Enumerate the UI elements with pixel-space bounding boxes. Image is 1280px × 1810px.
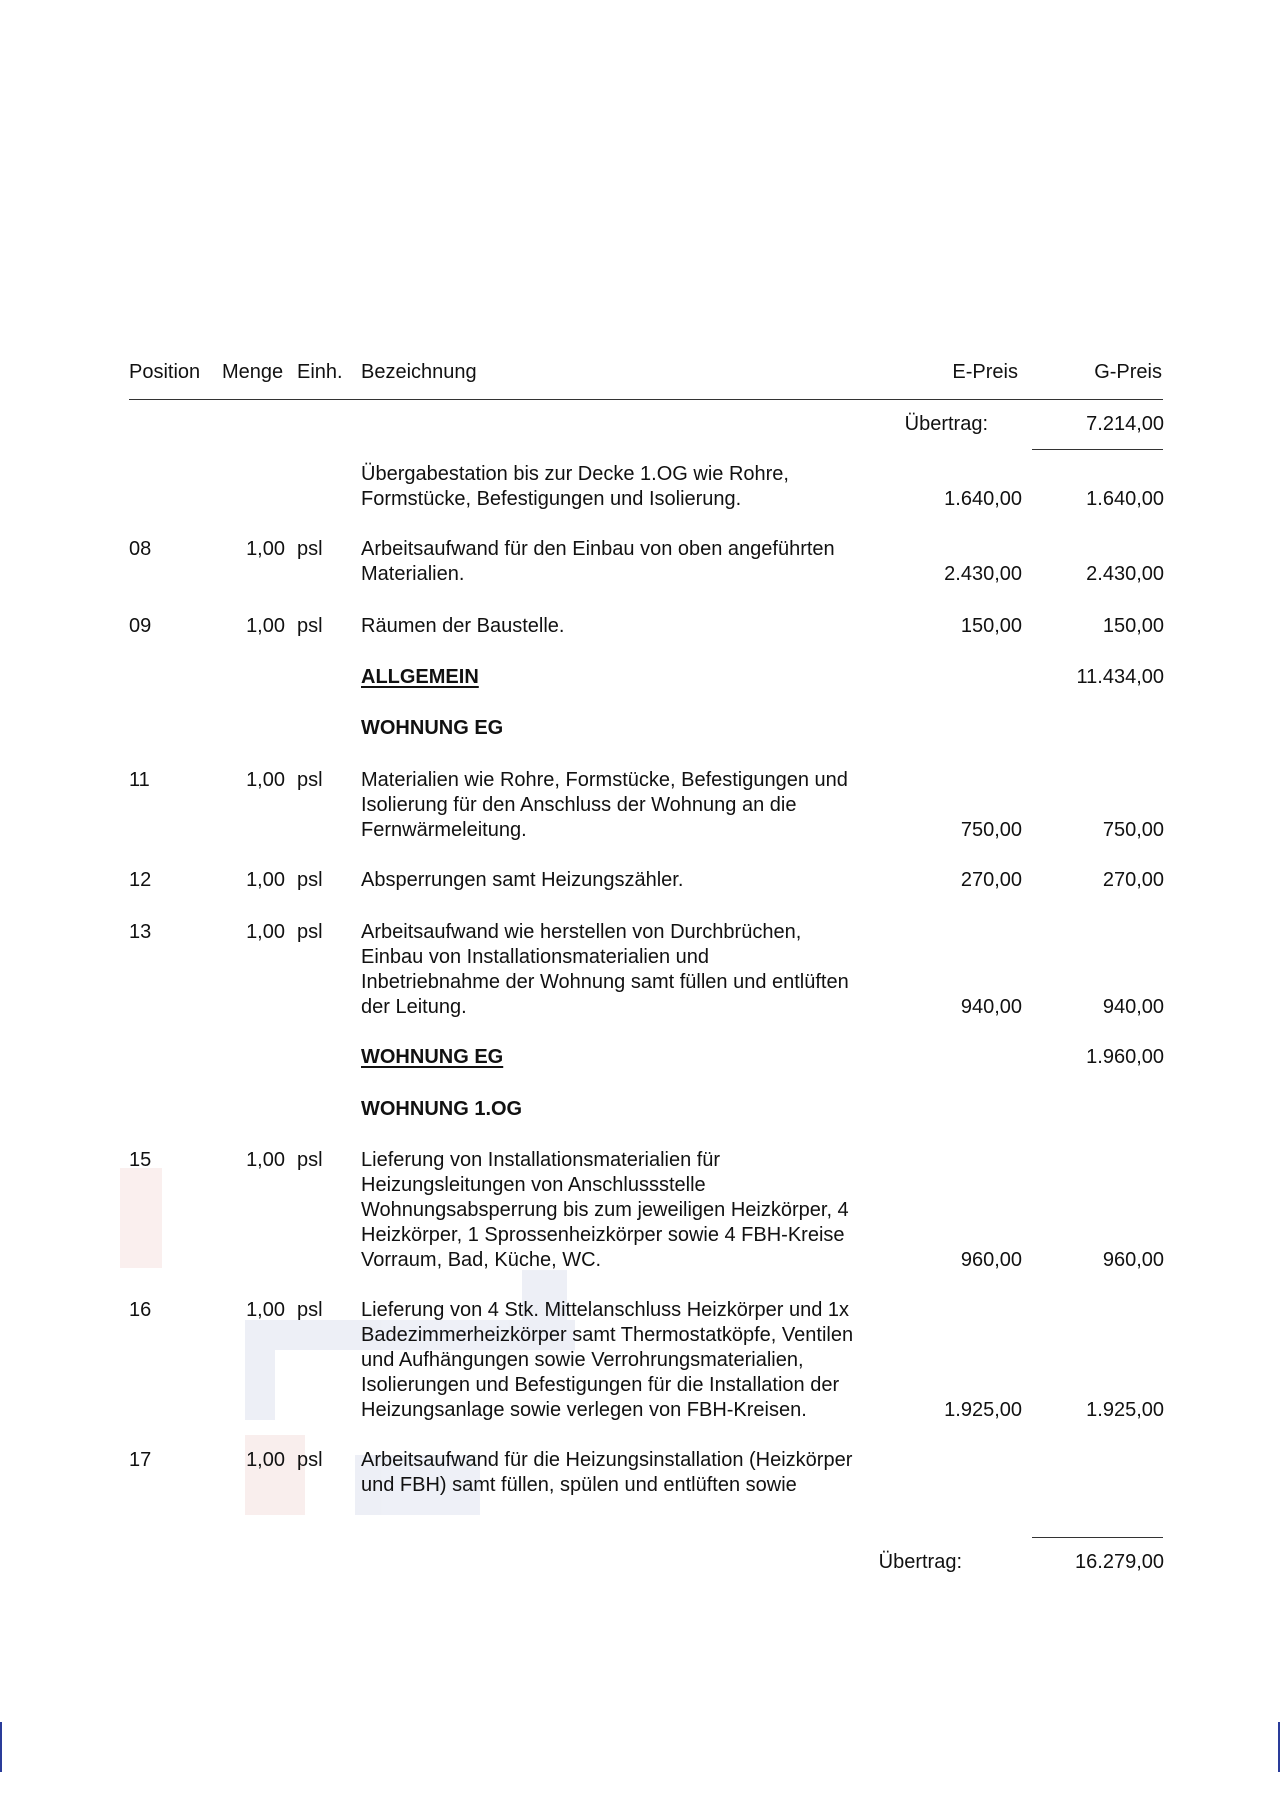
description-line: Arbeitsaufwand für die Heizungsinstallation (Heizkörper xyxy=(361,1449,853,1471)
description-line: und Aufhängungen sowie Verrohrungsmaterialien, xyxy=(361,1349,804,1371)
header-gpreis: G-Preis xyxy=(1094,361,1162,383)
unit: psl xyxy=(297,615,323,637)
unit-price: 1.640,00 xyxy=(944,488,1022,510)
page-edge-mark-left xyxy=(0,1722,2,1772)
position-number: 16 xyxy=(129,1299,152,1321)
header-divider xyxy=(129,399,1163,400)
header-bezeichnung: Bezeichnung xyxy=(361,361,477,383)
description-line: und FBH) samt füllen, spülen und entlüften sowie xyxy=(361,1474,797,1496)
unit-price: 150,00 xyxy=(960,615,1022,637)
section-title: WOHNUNG EG xyxy=(361,717,504,739)
total-price: 270,00 xyxy=(1102,869,1164,891)
unit: psl xyxy=(297,769,323,791)
description-line: Heizungsanlage sowie verlegen von FBH-Kreisen. xyxy=(361,1399,807,1421)
subtotal-value: 11.434,00 xyxy=(1076,666,1164,688)
carry-in-value: 7.214,00 xyxy=(1086,413,1164,435)
unit: psl xyxy=(297,538,323,560)
header-position: Position xyxy=(129,361,201,383)
description-line: Formstücke, Befestigungen und Isolierung. xyxy=(361,488,742,510)
description-line: Isolierungen und Befestigungen für die Installation der xyxy=(361,1374,840,1396)
description-line: der Leitung. xyxy=(361,996,467,1018)
carry-out-rule xyxy=(1032,1537,1163,1538)
total-price: 960,00 xyxy=(1102,1249,1164,1271)
carry-out-label: Übertrag: xyxy=(878,1551,962,1573)
description-line: Inbetriebnahme der Wohnung samt füllen und entlüften xyxy=(361,971,849,993)
position-number: 15 xyxy=(129,1149,152,1171)
position-number: 13 xyxy=(129,921,152,943)
carry-in-rule xyxy=(1032,449,1163,450)
unit-price: 270,00 xyxy=(960,869,1022,891)
description-line: Badezimmerheizkörper samt Thermostatköpfe, Ventilen xyxy=(361,1324,854,1346)
position-number: 11 xyxy=(129,769,150,791)
header-epreis: E-Preis xyxy=(952,361,1018,383)
unit-price: 960,00 xyxy=(960,1249,1022,1271)
position-number: 17 xyxy=(129,1449,152,1471)
description-line: Materialien wie Rohre, Formstücke, Befestigungen und xyxy=(361,769,848,791)
description-line: Arbeitsaufwand für den Einbau von oben angeführten xyxy=(361,538,835,560)
carry-out-value: 16.279,00 xyxy=(1075,1551,1164,1573)
description-line: Vorraum, Bad, Küche, WC. xyxy=(361,1249,602,1271)
total-price: 150,00 xyxy=(1102,615,1164,637)
subtotal-label: WOHNUNG EG xyxy=(361,1046,504,1068)
unit-price: 1.925,00 xyxy=(944,1399,1022,1421)
description-line: Räumen der Baustelle. xyxy=(361,615,565,637)
total-price: 2.430,00 xyxy=(1086,563,1164,585)
description-line: Lieferung von 4 Stk. Mittelanschluss Heizkörper und 1x xyxy=(361,1299,850,1321)
unit: psl xyxy=(297,1449,323,1471)
total-price: 1.925,00 xyxy=(1086,1399,1164,1421)
description-line: Einbau von Installationsmaterialien und xyxy=(361,946,709,968)
unit: psl xyxy=(297,921,323,943)
quantity: 1,00 xyxy=(246,869,285,891)
position-number: 08 xyxy=(129,538,152,560)
position-number: 12 xyxy=(129,869,152,891)
subtotal-label: ALLGEMEIN xyxy=(361,666,479,688)
quantity: 1,00 xyxy=(246,1149,285,1171)
position-number: 09 xyxy=(129,615,152,637)
description-line: Absperrungen samt Heizungszähler. xyxy=(361,869,684,891)
total-price: 1.640,00 xyxy=(1086,488,1164,510)
unit: psl xyxy=(297,869,323,891)
total-price: 750,00 xyxy=(1102,819,1164,841)
unit: psl xyxy=(297,1299,323,1321)
description-line: Fernwärmeleitung. xyxy=(361,819,527,841)
quantity: 1,00 xyxy=(246,1449,285,1471)
unit: psl xyxy=(297,1149,323,1171)
subtotal-value: 1.960,00 xyxy=(1086,1046,1164,1068)
section-title: WOHNUNG 1.OG xyxy=(361,1098,523,1120)
quantity: 1,00 xyxy=(246,538,285,560)
header-menge: Menge xyxy=(222,361,284,383)
description-line: Isolierung für den Anschluss der Wohnung an die xyxy=(361,794,797,816)
total-price: 940,00 xyxy=(1102,996,1164,1018)
unit-price: 940,00 xyxy=(960,996,1022,1018)
description-line: Übergabestation bis zur Decke 1.OG wie Rohre, xyxy=(361,463,789,485)
unit-price: 2.430,00 xyxy=(944,563,1022,585)
quantity: 1,00 xyxy=(246,1299,285,1321)
description-line: Heizkörper, 1 Sprossenheizkörper sowie 4 FBH-Kreise xyxy=(361,1224,845,1246)
quantity: 1,00 xyxy=(246,769,285,791)
description-line: Wohnungsabsperrung bis zum jeweiligen Heizkörper, 4 xyxy=(361,1199,849,1221)
quantity: 1,00 xyxy=(246,615,285,637)
unit-price: 750,00 xyxy=(960,819,1022,841)
carry-in-label: Übertrag: xyxy=(904,413,988,435)
description-line: Materialien. xyxy=(361,563,465,585)
description-line: Heizungsleitungen von Anschlussstelle xyxy=(361,1174,706,1196)
description-line: Lieferung von Installationsmaterialien für xyxy=(361,1149,721,1171)
quantity: 1,00 xyxy=(246,921,285,943)
header-einh: Einh. xyxy=(297,361,343,383)
description-line: Arbeitsaufwand wie herstellen von Durchbrüchen, xyxy=(361,921,802,943)
